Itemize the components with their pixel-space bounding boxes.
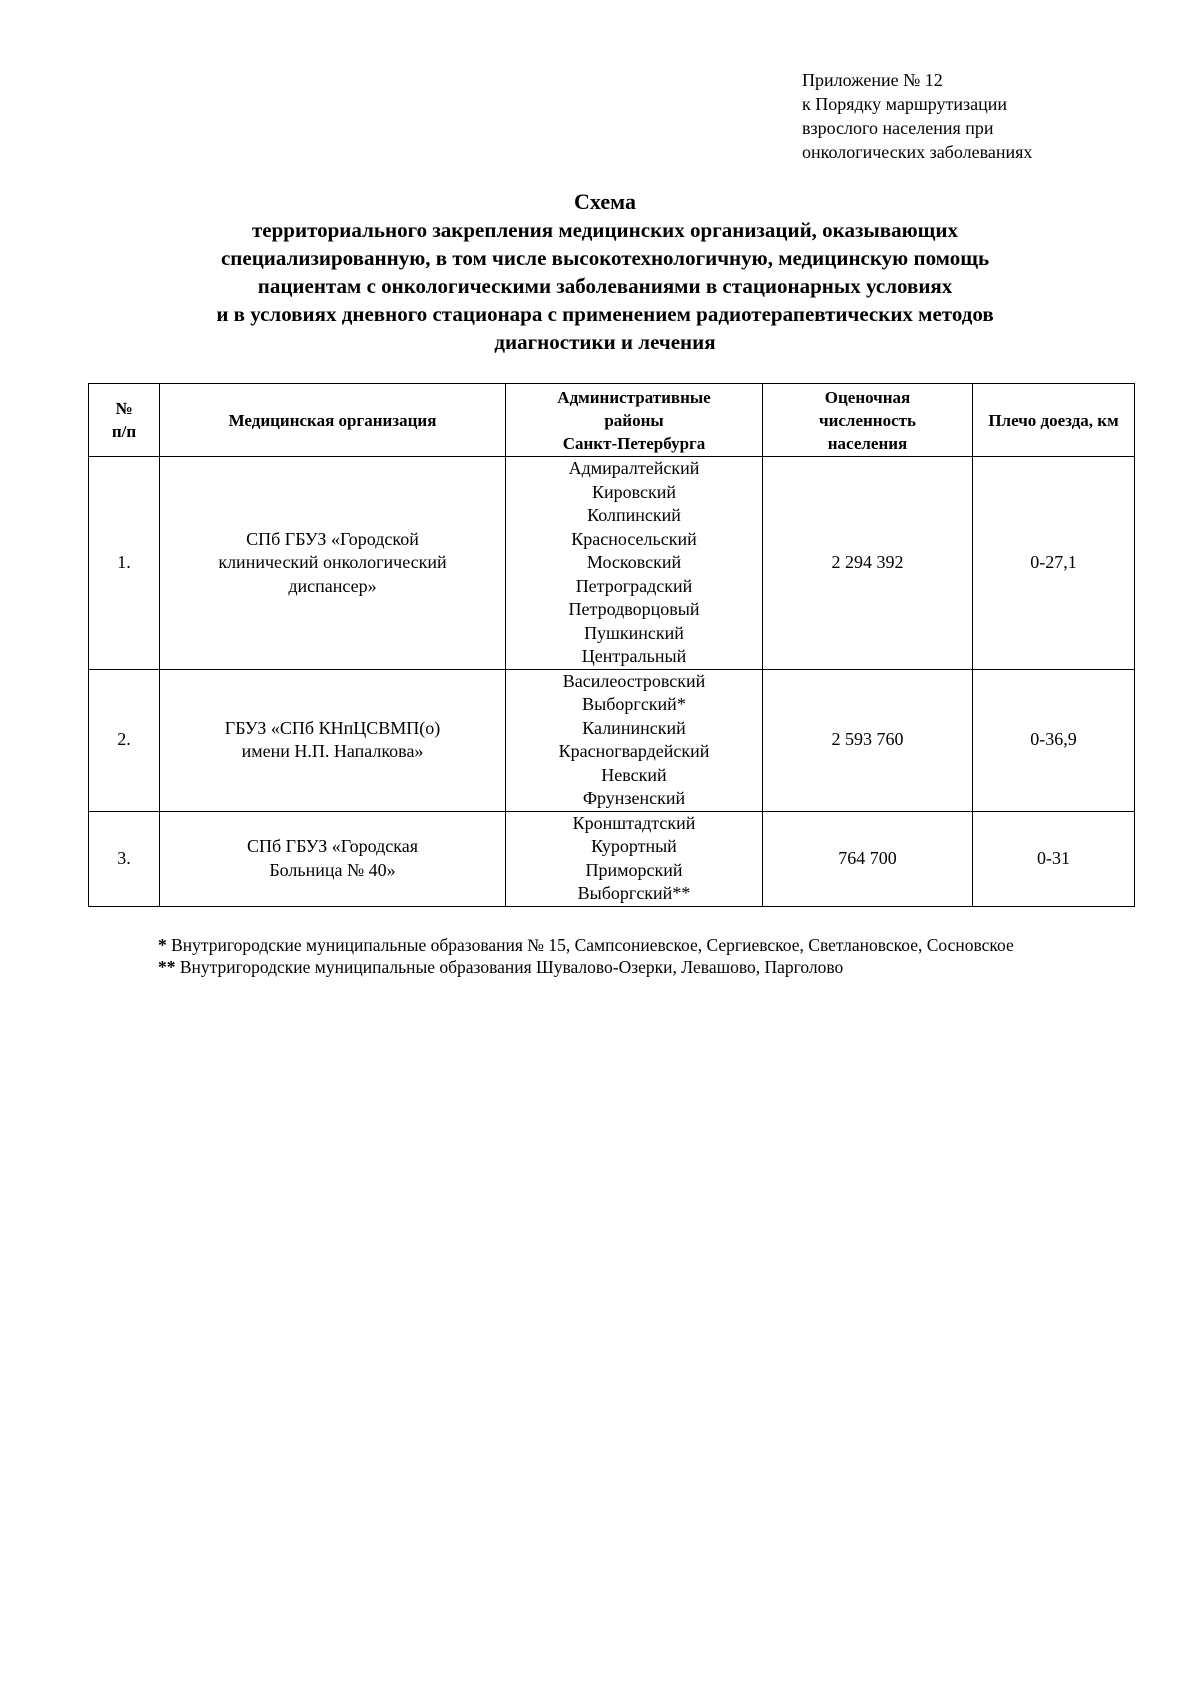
district-name: Пушкинский: [584, 622, 684, 643]
row-population: 2 593 760: [763, 669, 973, 811]
row-districts: [506, 669, 763, 811]
header-num-line: п/п: [111, 422, 137, 441]
appendix-line: к Порядку маршрутизации: [802, 94, 1008, 114]
district-name: Красносельский: [571, 528, 697, 549]
header-organization: Медицинская организация: [160, 384, 506, 457]
row-distance: 0-31: [973, 811, 1135, 906]
district-name: Кронштадтский: [572, 812, 696, 833]
row-num: 2.: [89, 669, 160, 811]
row-population: 2 294 392: [763, 457, 973, 670]
org-line: клинический онкологический: [218, 552, 447, 572]
district-name: Петродворцовый: [568, 599, 700, 619]
footnote-mark: *: [158, 935, 167, 955]
appendix-line: взрослого населения при: [802, 118, 994, 138]
header-distance: Плечо доезда, км: [973, 384, 1135, 457]
district-name: Приморский: [585, 859, 683, 880]
district-name: Центральный: [581, 646, 687, 666]
header-population-line: численность: [819, 410, 916, 430]
district-name: Невский: [601, 764, 667, 785]
organizations-table: [88, 383, 1135, 907]
footnote-text: Внутригородские муниципальные образования Шувалово-Озерки, Левашово, Парголово: [179, 957, 844, 977]
org-line: имени Н.П. Напалкова»: [241, 741, 424, 761]
title-line: территориального закрепления медицинских организаций, оказывающих: [251, 218, 959, 242]
title-line: и в условиях дневного стационара с применением радиотерапевтических методов: [216, 302, 994, 326]
footnote-1: [158, 934, 1124, 956]
header-districts-line: Административные: [557, 387, 711, 407]
district-name: Калининский: [582, 717, 686, 738]
table-row: [89, 669, 1135, 811]
title-line: специализированную, в том числе высокотехнологичную, медицинскую помощь: [220, 246, 990, 270]
district-name: Василеостровский: [562, 670, 706, 691]
header-districts: [506, 384, 763, 457]
footnote-text: Внутригородские муниципальные образования № 15, Сампсониевское, Сергиевское, Светлановское, Сосновское: [171, 935, 1014, 955]
header-population-line: населения: [827, 433, 908, 453]
table-row: [89, 457, 1135, 670]
row-population: 764 700: [763, 811, 973, 906]
header-population: [763, 384, 973, 457]
district-name: Курортный: [591, 836, 677, 856]
footnote-2: [158, 956, 1124, 978]
header-num-line: №: [115, 399, 133, 418]
title-heading: Схема: [574, 189, 636, 214]
district-name: Петроградский: [575, 575, 693, 596]
org-line: СПб ГБУЗ «Городской: [246, 528, 419, 549]
district-name: Московский: [586, 552, 682, 572]
row-num: 1.: [89, 457, 160, 670]
title-line: пациентам с онкологическими заболеваниями в стационарных условиях: [257, 274, 953, 298]
org-line: ГБУЗ «СПб КНпЦСВМП(о): [224, 717, 441, 738]
row-organization: [160, 811, 506, 906]
footnotes: [158, 934, 1124, 978]
row-organization: [160, 457, 506, 670]
district-name: Колпинский: [587, 505, 681, 525]
district-name: Адмиралтейский: [568, 458, 700, 478]
org-line: Больница № 40»: [269, 859, 396, 880]
row-distance: 0-27,1: [973, 457, 1135, 670]
header-num: [89, 384, 160, 457]
district-name: Выборгский**: [577, 883, 691, 903]
district-name: Выборгский*: [582, 694, 686, 714]
table-row: [89, 811, 1135, 906]
org-line: диспансер»: [288, 575, 377, 596]
appendix-line: Приложение № 12: [802, 70, 943, 90]
row-distance: 0-36,9: [973, 669, 1135, 811]
header-districts-line: районы: [604, 410, 664, 430]
footnote-mark: **: [158, 957, 176, 977]
row-districts: [506, 811, 763, 906]
appendix-reference: [802, 68, 1032, 164]
header-population-line: Оценочная: [824, 387, 911, 407]
row-organization: [160, 669, 506, 811]
district-name: Фрунзенский: [582, 788, 686, 808]
row-districts: [506, 457, 763, 670]
row-num: 3.: [89, 811, 160, 906]
appendix-line: онкологических заболеваниях: [802, 142, 1033, 162]
district-name: Красногвардейский: [558, 741, 710, 761]
org-line: СПб ГБУЗ «Городская: [247, 836, 418, 856]
title-line: диагностики и лечения: [494, 330, 716, 354]
table-header-row: [89, 384, 1135, 457]
district-name: Кировский: [591, 481, 677, 502]
document-title: [80, 188, 1130, 356]
header-districts-line: Санкт-Петербурга: [562, 433, 706, 453]
